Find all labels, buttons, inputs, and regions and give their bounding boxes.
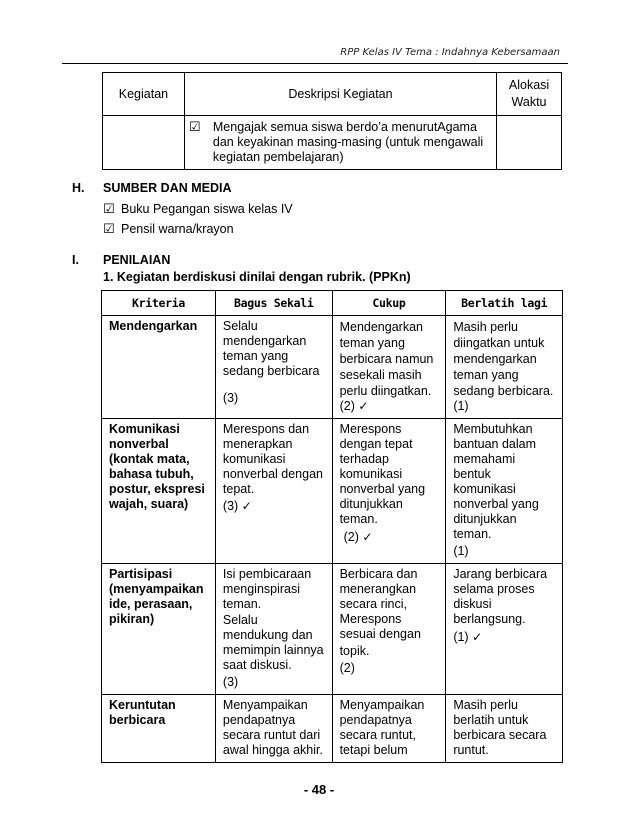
cell-text: Merespons dengan tepat terhadap komunikasi nonverbal yang ditunjukkan teman. (339, 422, 426, 526)
score: (1) (453, 544, 469, 558)
activity-table-header (103, 73, 562, 116)
cell-text: Selalu mendukung dan memimpin lainnya saat diskusi. (222, 613, 324, 672)
cell-text: Isi pembicaraan menginspirasi teman. (222, 567, 312, 611)
cukup-cell (332, 564, 446, 695)
header-bagus-sekali: Bagus Sekali (215, 291, 332, 316)
cell-text: Masih perlu diingatkan untuk mendengarkan teman yang sedang berbicara. (453, 320, 554, 398)
table-row (102, 564, 563, 695)
rubric-header (102, 291, 563, 316)
cell-text: Jarang berbicara selama proses diskusi berlangsung. (453, 567, 548, 626)
check-icon: ✓ (241, 499, 252, 513)
bagus-cell (215, 316, 332, 419)
header-kriteria: Kriteria (102, 291, 216, 316)
criteria-cell: Keruntutan berbicara (102, 695, 216, 763)
table-row (102, 316, 563, 419)
kegiatan-cell (103, 116, 185, 170)
running-header: RPP Kelas IV Tema : Indahnya Kebersamaan (340, 47, 560, 58)
cell-text: Berbicara dan menerangkan secara rinci, Merespons sesuai dengan (339, 567, 421, 641)
criteria-cell: Mendengarkan (102, 316, 216, 419)
cell-text: topik. (339, 644, 370, 658)
cell-text: Menyampaikan pendapatnya secara runtut dari awal hingga akhir. (222, 698, 323, 757)
list-item (103, 202, 293, 217)
score: (3) (222, 675, 239, 689)
cukup-cell (332, 695, 446, 763)
table-row (102, 419, 563, 564)
checkbox-checked-icon: ☑ (103, 202, 115, 217)
checkbox-checked-icon: ☑ (188, 120, 201, 135)
table-row (103, 116, 562, 170)
score: (3) (222, 499, 239, 513)
section-h-number: H. (72, 181, 85, 195)
section-i-subtitle: 1. Kegiatan berdiskusi dinilai dengan rubrik. (PPKn) (103, 270, 411, 284)
cukup-cell (332, 419, 446, 564)
rubric-table (101, 290, 563, 763)
bagus-cell (215, 695, 332, 763)
berlatih-cell (446, 419, 563, 564)
cell-text: Membutuhkan bantuan dalam memahami bentuk komunikasi nonverbal yang ditunjukkan teman. (453, 422, 539, 541)
score: (2) (343, 530, 359, 544)
score: (3) (222, 391, 239, 405)
header-rule (62, 63, 568, 64)
list-item-text: Buku Pegangan siswa kelas IV (121, 202, 293, 216)
berlatih-cell (446, 564, 563, 695)
section-i-title: PENILAIAN (103, 253, 171, 267)
section-i-number: I. (72, 253, 79, 267)
cell-text: Mendengarkan teman yang berbicara namun sesekali masih perlu diingatkan. (339, 320, 434, 398)
activity-description: Mengajak semua siswa berdo’a menurutAgama dan keyakinan masing-masing (untuk mengawali kegiatan pembelajaran) (212, 120, 484, 164)
cell-text: Masih perlu berlatih untuk berbicara secara runtut. (453, 698, 547, 757)
deskripsi-cell (184, 116, 496, 170)
header-cukup: Cukup (332, 291, 446, 316)
score: (2) (339, 661, 355, 675)
header-berlatih-lagi: Berlatih lagi (446, 291, 563, 316)
berlatih-cell (446, 316, 563, 419)
score: (1) (453, 630, 469, 644)
page-number: - 48 - (303, 782, 335, 797)
header-kegiatan: Kegiatan (103, 73, 185, 116)
score: (1) (453, 399, 469, 413)
cell-text: Menyampaikan pendapatnya secara runtut, tetapi belum (339, 698, 425, 757)
bagus-cell (215, 564, 332, 695)
list-item (103, 222, 234, 237)
check-icon: ✓ (472, 630, 483, 644)
header-alokasi: Alokasi Waktu (497, 73, 562, 116)
checkbox-checked-icon: ☑ (103, 222, 115, 237)
criteria-cell: Komunikasi nonverbal (kontak mata, bahasa tubuh, postur, ekspresi wajah, suara) (102, 419, 216, 564)
check-icon: ✓ (358, 399, 369, 413)
cukup-cell (332, 316, 446, 419)
list-item-text: Pensil warna/krayon (121, 222, 234, 236)
check-icon: ✓ (362, 530, 373, 544)
cell-text: Selalu mendengarkan teman yang sedang berbicara (222, 319, 320, 378)
section-h-title: SUMBER DAN MEDIA (103, 181, 232, 195)
berlatih-cell (446, 695, 563, 763)
waktu-cell (497, 116, 562, 170)
score: (2) (339, 399, 355, 413)
header-deskripsi: Deskripsi Kegiatan (184, 73, 496, 116)
criteria-cell: Partisipasi (menyampaikan ide, perasaan, pikiran) (102, 564, 216, 695)
activity-table (102, 72, 562, 170)
table-row (102, 695, 563, 763)
bagus-cell (215, 419, 332, 564)
cell-text: Merespons dan menerapkan komunikasi nonverbal dengan tepat. (222, 422, 323, 496)
